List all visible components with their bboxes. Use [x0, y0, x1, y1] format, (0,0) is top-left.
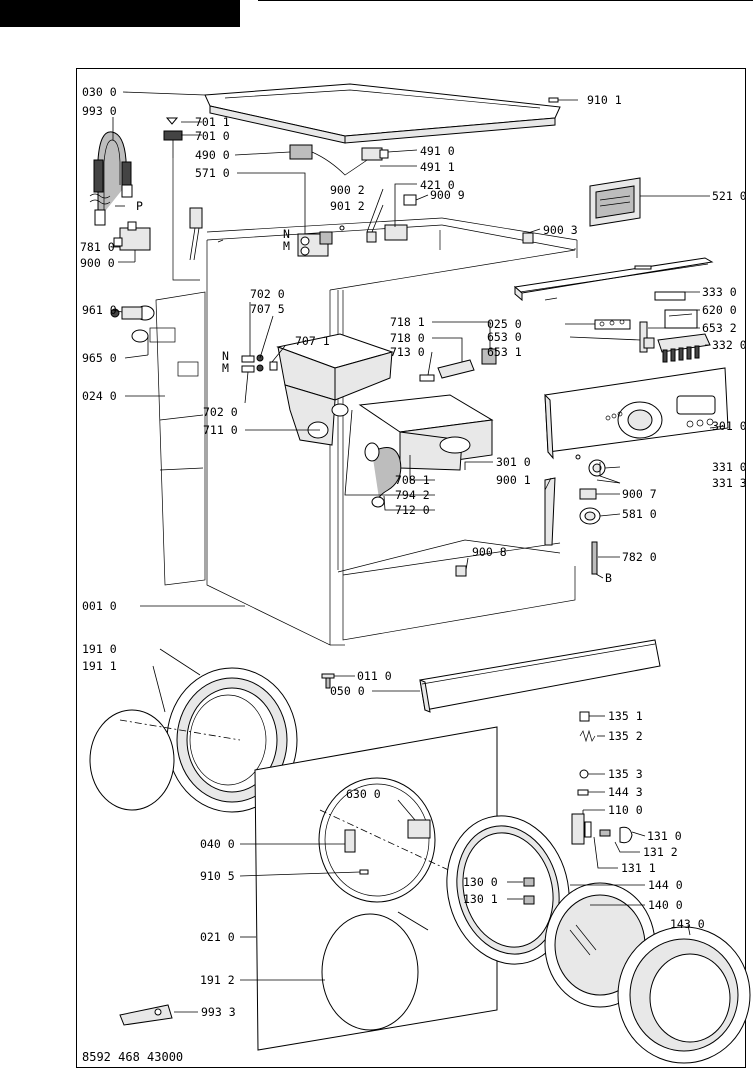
label-143-0: 143 0 — [670, 917, 705, 931]
label-332-0: 332 0 — [712, 338, 747, 352]
label-131-2: 131 2 — [643, 845, 678, 859]
control-parts — [595, 292, 710, 362]
label-571-0: 571 0 — [195, 166, 230, 180]
clip-900-3 — [523, 233, 533, 243]
label-718-0: 718 0 — [390, 331, 425, 345]
label-331-3: 331 3 — [712, 476, 747, 490]
label-144-3: 144 3 — [608, 785, 643, 799]
label-713-0: 713 0 — [390, 345, 425, 359]
label-653-2: 653 2 — [702, 321, 737, 335]
document-code: 8592 468 43000 — [82, 1050, 184, 1064]
label-702-0-top: 702 0 — [250, 287, 285, 301]
label-301-0-panel: 301 0 — [712, 419, 747, 433]
label-901-2: 901 2 — [330, 199, 365, 213]
rod-782 — [592, 542, 597, 574]
label-333-0: 333 0 — [702, 285, 737, 299]
label-653-0: 653 0 — [487, 330, 522, 344]
label-491-0: 491 0 — [420, 144, 455, 158]
label-421-0: 421 0 — [420, 178, 455, 192]
label-900-3: 900 3 — [543, 223, 578, 237]
label-961-0: 961 0 — [82, 303, 117, 317]
cable-490 — [290, 145, 370, 175]
label-conn-n: N — [222, 349, 229, 363]
label-050-0: 050 0 — [330, 684, 365, 698]
label-900-8: 900 8 — [472, 545, 507, 559]
knob — [576, 455, 605, 476]
label-781-0: 781 0 — [80, 240, 115, 254]
label-191-2: 191 2 — [200, 973, 235, 987]
electronic-module — [590, 178, 640, 226]
detergent-dispenser — [278, 334, 392, 445]
label-900-9: 900 9 — [430, 188, 465, 202]
door-handle-parts — [572, 814, 632, 844]
label-965-0: 965 0 — [82, 351, 117, 365]
label-702-0-bottom: 702 0 — [203, 405, 238, 419]
inlet-hose — [90, 132, 132, 225]
label-900-7: 900 7 — [622, 487, 657, 501]
label-191-0: 191 0 — [82, 642, 117, 656]
label-900-0: 900 0 — [80, 256, 115, 270]
label-130-1: 130 1 — [463, 892, 498, 906]
label-910-1: 910 1 — [587, 93, 622, 107]
label-900-2: 900 2 — [330, 183, 365, 197]
top-lid — [205, 84, 560, 143]
label-130-0: 130 0 — [463, 875, 498, 889]
label-140-0: 140 0 — [648, 898, 683, 912]
door-lock-421 — [385, 195, 416, 240]
screw-910-1 — [549, 98, 558, 102]
label-144-0: 144 0 — [648, 878, 683, 892]
label-718-1: 718 1 — [390, 315, 425, 329]
label-131-1: 131 1 — [621, 861, 656, 875]
label-708-1: 708 1 — [395, 473, 430, 487]
label-011-0: 011 0 — [357, 669, 392, 683]
filter-pump — [111, 306, 154, 342]
label-521-0: 521 0 — [712, 189, 747, 203]
label-620-0: 620 0 — [702, 303, 737, 317]
label-707-5: 707 5 — [250, 302, 285, 316]
relay-491 — [362, 148, 388, 160]
label-581-0: 581 0 — [622, 507, 657, 521]
label-782-0: 782 0 — [622, 550, 657, 564]
label-024-0: 024 0 — [82, 389, 117, 403]
label-794-2: 794 2 — [395, 488, 430, 502]
bracket-900-1 — [545, 478, 555, 545]
label-653-1: 653 1 — [487, 345, 522, 359]
label-630-0: 630 0 — [346, 787, 381, 801]
label-valve-n: N — [283, 227, 290, 241]
label-135-1: 135 1 — [608, 709, 643, 723]
small-parts-701 — [164, 118, 182, 158]
door-outer-frame — [618, 927, 750, 1063]
label-131-0: 131 0 — [647, 829, 682, 843]
label-025-0: 025 0 — [487, 317, 522, 331]
label-900-1: 900 1 — [496, 473, 531, 487]
control-panel — [545, 368, 728, 458]
label-711-0: 711 0 — [203, 423, 238, 437]
hook-part — [120, 1005, 172, 1025]
label-490-0: 490 0 — [195, 148, 230, 162]
label-135-2: 135 2 — [608, 729, 643, 743]
label-valve-m: M — [283, 239, 290, 253]
label-331-0: 331 0 — [712, 460, 747, 474]
junction-valve — [114, 222, 150, 250]
hinge-small-parts — [578, 712, 595, 795]
label-701-1: 701 1 — [195, 115, 230, 129]
label-110-0: 110 0 — [608, 803, 643, 817]
kick-plate — [420, 640, 660, 712]
label-p: P — [136, 199, 143, 213]
label-135-3: 135 3 — [608, 767, 643, 781]
label-001-0: 001 0 — [82, 599, 117, 613]
label-021-0: 021 0 — [200, 930, 235, 944]
label-993-0: 993 0 — [82, 104, 117, 118]
label-191-1: 191 1 — [82, 659, 117, 673]
label-701-0: 701 0 — [195, 129, 230, 143]
label-040-0: 040 0 — [200, 837, 235, 851]
clip-900-2 — [340, 226, 376, 242]
label-993-3: 993 3 — [201, 1005, 236, 1019]
water-valve-top — [298, 232, 332, 256]
label-712-0: 712 0 — [395, 503, 430, 517]
label-301-0-drawer: 301 0 — [496, 455, 531, 469]
label-491-1: 491 1 — [420, 160, 455, 174]
label-910-5: 910 5 — [200, 869, 235, 883]
clip-900-8 — [456, 566, 466, 576]
label-707-1: 707 1 — [295, 334, 330, 348]
label-conn-m: M — [222, 361, 229, 375]
label-030-0: 030 0 — [82, 85, 117, 99]
label-b: B — [605, 571, 612, 585]
small-connectors — [242, 355, 277, 372]
